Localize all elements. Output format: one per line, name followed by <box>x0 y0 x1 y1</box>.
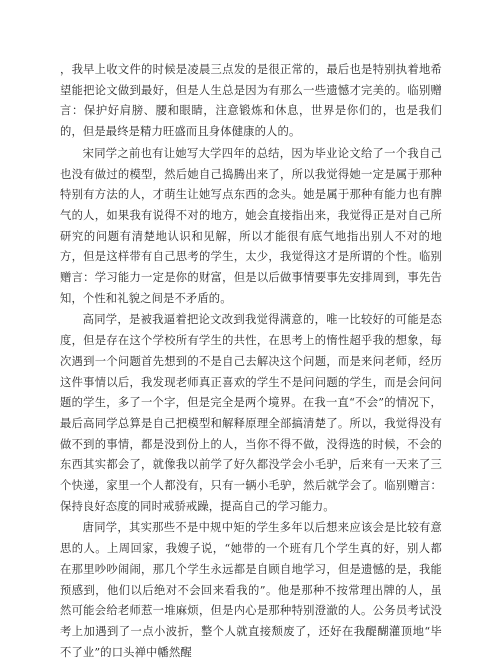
paragraph-4: 唐同学，其实那些不是中规中矩的学生多年以后想来应该会是比较有意思的人。上周回家，我嫂子说，“她带的一个班有几个学生真的好，别人都在那里吵吵闹闹，那几个学生永远都是自顾自地学习，但是遗憾的是，我能预感到，他们以后绝对不会回来看我的”。他是那种不按常理出牌的人，虽然可能会给老师惹一堆麻烦，但是内心是那种特别澄澈的人。公务员考试没考上加遇到了一点小波折，整个人就直接颓废了，还好在我醍醐灌顶地“毕不了业”的口头禅中幡然醒 <box>60 521 442 659</box>
document-page <box>60 60 442 663</box>
paragraph-2: 宋同学之前也有让她写大学四年的总结，因为毕业论文给了一个我自己也没有做过的模型，然后她自己捣腾出来了，所以我觉得她一定是属于那种特别有方法的人，才萌生让她写点东西的念头。她是属于那种有能力也有脾气的人，如果我有说得不对的地方，她会直接指出来，我觉得正是对自己所研究的问题有清楚地认识和见解，所以才能很有底气地指出别人不对的地方，但是这样带有自己思考的学生，太少，我觉得这才是所谓的个性。临别赠言：学习能力一定是你的财富，但是以后做事情要事先安排周到，事先告知，个性和礼貌之间是不矛盾的。 <box>60 146 442 305</box>
paragraph-1: ，我早上收文件的时候是凌晨三点发的是很正常的，最后也是特别执着地希望能把论文做到最好，但是人生总是因为有那么一些遗憾才完美的。临别赠言：保护好肩膀、腰和眼睛，注意锻炼和休息，世界是你们的，也是我们的，但是最终是精力旺盛而且身体健康的人的。 <box>60 63 442 139</box>
paragraph-3: 高同学，是被我逼着把论文改到我觉得满意的，唯一比较好的可能是态度，但是存在这个学校所有学生的共性，在思考上的惰性超乎我的想象，每次遇到一个问题首先想到的不是自己去解决这个问题，而是来问老师，经历这件事情以后，我发现老师真正喜欢的学生不是问问题的学生，而是会问问题的学生，多了一个字，但是完全是两个境界。在我一直“不会”的情况下，最后高同学总算是自己把模型和解释原理全部搞清楚了。所以，我觉得没有做不到的事情，都是没到份上的人，当你不得不做，没得选的时候，不会的东西其实都会了，就像我以前学了好久都没学会小毛驴，后来有一天来了三个快递，家里一个人都没有，只有一辆小毛驴，然后就学会了。临别赠言：保持良好态度的同时戒骄戒躁，提高自己的学习能力。 <box>60 313 442 513</box>
